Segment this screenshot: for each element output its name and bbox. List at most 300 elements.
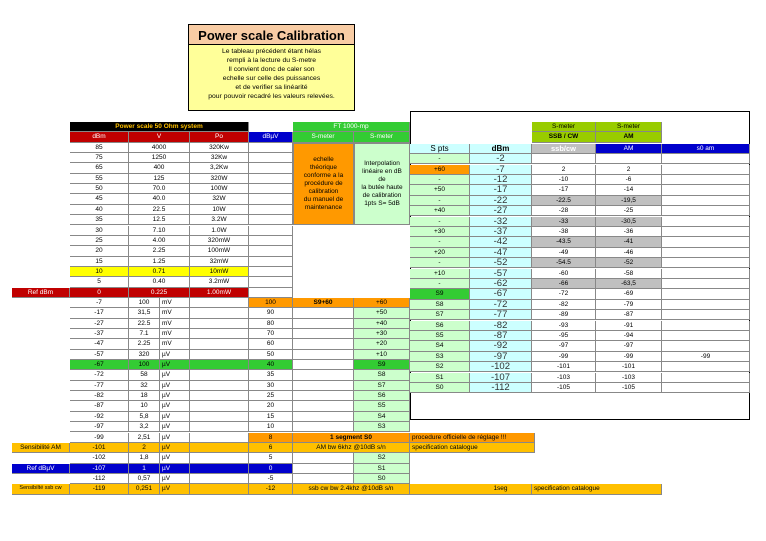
table-cell: -87: [596, 310, 662, 320]
table-cell: -82: [70, 391, 129, 401]
table-cell: S6: [354, 391, 410, 401]
table-cell: 40: [70, 205, 129, 215]
table-cell: 0.225: [129, 288, 190, 298]
table-cell: [662, 185, 750, 195]
right-header-ssbcw: ssb/cw: [532, 144, 596, 154]
table-cell: [293, 329, 354, 339]
calibration-note: [188, 45, 355, 111]
table-cell: -37: [470, 227, 532, 237]
table-cell: +60: [410, 165, 470, 175]
table-cell: S7: [354, 381, 410, 391]
table-cell: [190, 391, 249, 401]
table-cell: [662, 154, 750, 164]
table-cell: -7: [470, 165, 532, 175]
table-cell: [662, 279, 750, 289]
table-cell: 35: [249, 370, 293, 380]
table-cell: -5: [249, 474, 293, 484]
table-cell: [190, 308, 249, 318]
table-cell: [293, 474, 354, 484]
table-cell: 100mW: [190, 246, 249, 256]
table-cell: 10: [70, 267, 129, 277]
table-cell: 3,2: [129, 422, 160, 432]
table-cell: [249, 267, 293, 277]
table-cell: -22.5: [532, 196, 596, 206]
table-cell: 1.0W: [190, 226, 249, 236]
table-cell: 85: [70, 143, 129, 153]
table-cell: 32: [129, 381, 160, 391]
table-cell: µV: [160, 370, 190, 380]
table-cell: [662, 310, 750, 320]
table-cell: -67: [470, 289, 532, 299]
table-cell: -49: [532, 248, 596, 258]
table-cell: [293, 350, 354, 360]
table-cell: [662, 341, 750, 351]
interpolation-block-line: de calibration: [362, 192, 402, 200]
table-cell: -22: [470, 196, 532, 206]
table-cell: [249, 288, 293, 298]
smeter-ssb-header: S-meter: [532, 122, 596, 132]
procedure-note: procedure officielle de réglage !!!: [410, 433, 535, 443]
table-cell: -107: [70, 464, 129, 474]
echelle-block-line: procédure de: [304, 180, 343, 188]
table-cell: AM bw 6khz @10dB s/n: [293, 443, 410, 453]
table-cell: S2: [354, 453, 410, 463]
table-cell: [293, 464, 354, 474]
table-cell: [293, 412, 354, 422]
table-cell: S0: [410, 383, 470, 393]
table-cell: -91: [596, 321, 662, 331]
table-cell: -: [410, 196, 470, 206]
table-cell: -: [410, 258, 470, 268]
smeter-ssb-subheader: SSB / CW: [532, 132, 596, 142]
one-seg-label: 1seg: [470, 484, 532, 494]
table-cell: 320W: [190, 174, 249, 184]
echelle-block-line: echelle: [313, 156, 334, 164]
table-cell: 1: [129, 464, 160, 474]
table-cell: [249, 153, 293, 163]
echelle-block-line: conforme a la: [303, 172, 344, 180]
table-cell: 2.25: [129, 339, 160, 349]
table-cell: [190, 350, 249, 360]
table-cell: 45: [70, 194, 129, 204]
table-cell: [249, 246, 293, 256]
table-cell: -101: [70, 443, 129, 453]
note-line: echelle sur celle des puissances: [222, 75, 321, 82]
table-cell: [190, 433, 249, 443]
table-cell: +50: [354, 308, 410, 318]
table-cell: -95: [532, 331, 596, 341]
ft-header: FT 1000-mp: [293, 122, 410, 132]
table-cell: -2: [470, 154, 532, 164]
table-cell: 90: [249, 308, 293, 318]
table-cell: 65: [70, 163, 129, 173]
table-cell: 3.2mW: [190, 277, 249, 287]
table-cell: -92: [470, 341, 532, 351]
table-cell: -38: [532, 227, 596, 237]
table-cell: 35: [70, 215, 129, 225]
table-cell: 100W: [190, 184, 249, 194]
table-cell: -19,5: [596, 196, 662, 206]
table-cell: S7: [410, 310, 470, 320]
table-cell: [662, 258, 750, 268]
table-cell: 7.10: [129, 226, 190, 236]
table-cell: 2.25: [129, 246, 190, 256]
table-cell: -101: [532, 362, 596, 372]
table-cell: -: [410, 279, 470, 289]
table-cell: -46: [596, 248, 662, 258]
table-cell: µV: [160, 391, 190, 401]
table-cell: mV: [160, 319, 190, 329]
table-cell: 1 segment S0: [293, 433, 410, 443]
table-cell: +30: [410, 227, 470, 237]
table-cell: -6: [596, 175, 662, 185]
sens-ssb-label: Sensibilté ssb cw: [12, 484, 70, 494]
table-cell: [293, 401, 354, 411]
table-cell: -32: [470, 217, 532, 227]
table-cell: [249, 205, 293, 215]
table-cell: [293, 308, 354, 318]
table-cell: µV: [160, 443, 190, 453]
spec-note-ssb: specification catalogue: [532, 484, 662, 494]
table-cell: mV: [160, 308, 190, 318]
table-cell: 3.2W: [190, 215, 249, 225]
table-cell: [662, 248, 750, 258]
table-cell: S9: [410, 289, 470, 299]
table-cell: -87: [70, 401, 129, 411]
table-cell: 2: [129, 443, 160, 453]
table-cell: -: [410, 237, 470, 247]
table-cell: 1250: [129, 153, 190, 163]
table-cell: S8: [354, 370, 410, 380]
table-cell: 20: [249, 401, 293, 411]
table-cell: 320mW: [190, 236, 249, 246]
table-cell: -30,5: [596, 217, 662, 227]
note-line: Il convient donc de caler son: [228, 66, 315, 73]
table-cell: 10mW: [190, 267, 249, 277]
table-cell: 0: [249, 464, 293, 474]
table-cell: [293, 391, 354, 401]
table-cell: [190, 474, 249, 484]
table-cell: [662, 362, 750, 372]
table-cell: S9: [354, 360, 410, 370]
table-cell: 7.1: [129, 329, 160, 339]
table-cell: S1: [410, 373, 470, 383]
table-cell: [662, 237, 750, 247]
table-cell: -57: [70, 350, 129, 360]
table-cell: 55: [70, 174, 129, 184]
table-cell: 0.71: [129, 267, 190, 277]
table-cell: -103: [532, 373, 596, 383]
smeter-am-subheader: AM: [596, 132, 662, 142]
table-cell: -99: [70, 433, 129, 443]
table-cell: S2: [410, 362, 470, 372]
table-cell: 58: [129, 370, 160, 380]
table-cell: -52: [596, 258, 662, 268]
interpolation-block-line: Interpolation: [364, 160, 400, 168]
table-cell: -63,5: [596, 279, 662, 289]
table-cell: [190, 464, 249, 474]
table-cell: -119: [70, 484, 129, 494]
table-cell: 400: [129, 163, 190, 173]
table-cell: 25: [70, 236, 129, 246]
table-cell: [293, 422, 354, 432]
table-cell: [190, 329, 249, 339]
table-cell: [293, 370, 354, 380]
table-cell: S5: [354, 401, 410, 411]
table-cell: [249, 143, 293, 153]
table-cell: 60: [249, 339, 293, 349]
table-cell: -: [410, 175, 470, 185]
table-cell: +40: [410, 206, 470, 216]
table-cell: -66: [532, 279, 596, 289]
table-cell: -112: [470, 383, 532, 393]
table-cell: -101: [596, 362, 662, 372]
table-cell: 50: [249, 350, 293, 360]
right-header-spts: S pts: [410, 144, 470, 154]
table-cell: -99: [532, 352, 596, 362]
table-cell: -17: [532, 185, 596, 195]
table-cell: +10: [354, 350, 410, 360]
table-cell: 18: [129, 391, 160, 401]
table-cell: -77: [70, 381, 129, 391]
table-cell: [190, 370, 249, 380]
table-cell: [190, 339, 249, 349]
table-cell: 22.5: [129, 319, 160, 329]
table-cell: S4: [354, 412, 410, 422]
table-cell: -62: [470, 279, 532, 289]
table-cell: -99: [596, 352, 662, 362]
table-cell: [190, 360, 249, 370]
table-cell: -97: [532, 341, 596, 351]
table-cell: [249, 277, 293, 287]
table-cell: 3,2Kw: [190, 163, 249, 173]
table-cell: -58: [596, 269, 662, 279]
table-cell: -10: [532, 175, 596, 185]
table-cell: [190, 412, 249, 422]
interpolation-block-line: linéaire en dB: [362, 168, 402, 176]
table-cell: 10W: [190, 205, 249, 215]
page-title: Power scale Calibration: [188, 24, 355, 45]
table-cell: mV: [160, 339, 190, 349]
table-cell: 70: [249, 329, 293, 339]
table-cell: -47: [70, 339, 129, 349]
table-cell: S9+60: [293, 298, 354, 308]
table-cell: [190, 401, 249, 411]
table-cell: 4.00: [129, 236, 190, 246]
table-cell: -72: [70, 370, 129, 380]
table-cell: mV: [160, 329, 190, 339]
table-cell: µV: [160, 381, 190, 391]
table-cell: -52: [470, 258, 532, 268]
table-cell: -77: [470, 310, 532, 320]
table-cell: -94: [596, 331, 662, 341]
col-header-smeter2: S-meter: [354, 132, 410, 142]
table-cell: [190, 298, 249, 308]
echelle-block-line: maintenance: [304, 204, 343, 212]
table-cell: -92: [70, 412, 129, 422]
table-cell: +20: [354, 339, 410, 349]
table-cell: 0,251: [129, 484, 160, 494]
interpolation-block-line: la butée haute: [361, 184, 403, 192]
col-header-smeter1: S-meter: [293, 132, 354, 142]
table-cell: [662, 217, 750, 227]
table-cell: 1.00mW: [190, 288, 249, 298]
table-cell: [190, 453, 249, 463]
right-header-s0am: s0 am: [662, 144, 750, 154]
table-cell: -17: [70, 308, 129, 318]
table-cell: 40: [249, 360, 293, 370]
table-cell: [596, 154, 662, 164]
table-cell: -60: [532, 269, 596, 279]
table-cell: -107: [470, 373, 532, 383]
table-cell: [532, 154, 596, 164]
table-cell: -28: [532, 206, 596, 216]
table-cell: -43.5: [532, 237, 596, 247]
table-cell: 320: [129, 350, 160, 360]
table-cell: 80: [249, 319, 293, 329]
table-cell: [293, 381, 354, 391]
note-line: rempli à la lecture du S-metre: [226, 57, 317, 64]
table-cell: -102: [70, 453, 129, 463]
table-cell: 12.5: [129, 215, 190, 225]
table-cell: [293, 360, 354, 370]
table-cell: 2: [596, 165, 662, 175]
table-cell: [249, 163, 293, 173]
table-cell: [293, 453, 354, 463]
table-cell: -105: [596, 383, 662, 393]
table-cell: 8: [249, 433, 293, 443]
table-cell: [249, 257, 293, 267]
table-cell: [662, 321, 750, 331]
note-line: et de verifier sa linéarité: [235, 84, 308, 91]
table-cell: [293, 319, 354, 329]
table-cell: [190, 422, 249, 432]
table-cell: -33: [532, 217, 596, 227]
smeter-am-header: S-meter: [596, 122, 662, 132]
table-cell: 5,8: [129, 412, 160, 422]
table-cell: 15: [70, 257, 129, 267]
table-cell: [249, 194, 293, 204]
echelle-block: [293, 143, 354, 226]
table-cell: [662, 289, 750, 299]
table-cell: 1,8: [129, 453, 160, 463]
table-cell: [190, 484, 249, 494]
table-cell: S3: [410, 352, 470, 362]
table-cell: -47: [470, 248, 532, 258]
table-cell: S1: [354, 464, 410, 474]
table-cell: [190, 381, 249, 391]
table-cell: 1.25: [129, 257, 190, 267]
table-cell: 100: [249, 298, 293, 308]
table-cell: -27: [470, 206, 532, 216]
table-cell: [662, 206, 750, 216]
table-cell: -105: [532, 383, 596, 393]
table-cell: [662, 165, 750, 175]
table-cell: -17: [470, 185, 532, 195]
table-cell: 2,51: [129, 433, 160, 443]
table-cell: +30: [354, 329, 410, 339]
table-cell: 0.40: [129, 277, 190, 287]
table-cell: [249, 215, 293, 225]
table-cell: 25: [249, 391, 293, 401]
echelle-block-line: du manuel de: [303, 196, 344, 204]
table-cell: mV: [160, 298, 190, 308]
right-header-dbm: dBm: [470, 144, 532, 154]
table-cell: µV: [160, 453, 190, 463]
table-cell: [293, 339, 354, 349]
table-cell: 100: [129, 360, 160, 370]
interpolation-block: [354, 143, 410, 226]
table-cell: µV: [160, 484, 190, 494]
table-cell: 2: [532, 165, 596, 175]
table-cell: µV: [160, 401, 190, 411]
table-cell: [249, 184, 293, 194]
table-cell: µV: [160, 464, 190, 474]
echelle-block-line: théorique: [309, 164, 338, 172]
interpolation-block-line: de: [378, 176, 386, 184]
table-cell: -72: [532, 289, 596, 299]
table-cell: -97: [596, 341, 662, 351]
table-cell: +60: [354, 298, 410, 308]
table-cell: -: [410, 217, 470, 227]
table-cell: [662, 227, 750, 237]
col-header-dbm: dBm: [70, 132, 129, 142]
table-cell: [662, 383, 750, 393]
table-cell: -112: [70, 474, 129, 484]
table-cell: [662, 373, 750, 383]
table-cell: 30: [70, 226, 129, 236]
table-cell: [662, 269, 750, 279]
table-cell: 32Kw: [190, 153, 249, 163]
ref-dbm-label: Ref dBm: [12, 288, 70, 298]
table-cell: [249, 226, 293, 236]
table-cell: S0: [354, 474, 410, 484]
col-header-po: Po: [190, 132, 249, 142]
table-cell: -36: [596, 227, 662, 237]
table-cell: [662, 331, 750, 341]
table-cell: -41: [596, 237, 662, 247]
table-cell: 5: [249, 453, 293, 463]
table-cell: 22.5: [129, 205, 190, 215]
table-cell: 4000: [129, 143, 190, 153]
table-cell: 40.0: [129, 194, 190, 204]
table-cell: 6: [249, 443, 293, 453]
table-cell: -: [410, 154, 470, 164]
table-cell: S3: [354, 422, 410, 432]
table-cell: 125: [129, 174, 190, 184]
table-cell: -42: [470, 237, 532, 247]
right-header-am: AM: [596, 144, 662, 154]
table-cell: -103: [596, 373, 662, 383]
table-cell: [190, 443, 249, 453]
table-cell: 32mW: [190, 257, 249, 267]
table-cell: S8: [410, 300, 470, 310]
table-cell: -82: [532, 300, 596, 310]
table-cell: 5: [70, 277, 129, 287]
table-cell: µV: [160, 433, 190, 443]
table-cell: S6: [410, 321, 470, 331]
table-cell: -99: [662, 352, 750, 362]
table-cell: [249, 174, 293, 184]
table-cell: +50: [410, 185, 470, 195]
table-cell: S4: [410, 341, 470, 351]
interpolation-block-line: 1pts S= 5dB: [364, 200, 400, 208]
table-cell: -82: [470, 321, 532, 331]
table-cell: -97: [70, 422, 129, 432]
table-cell: 31,5: [129, 308, 160, 318]
note-line: pour pouvoir recadré les valeurs relevées.: [208, 93, 335, 100]
table-cell: [662, 196, 750, 206]
